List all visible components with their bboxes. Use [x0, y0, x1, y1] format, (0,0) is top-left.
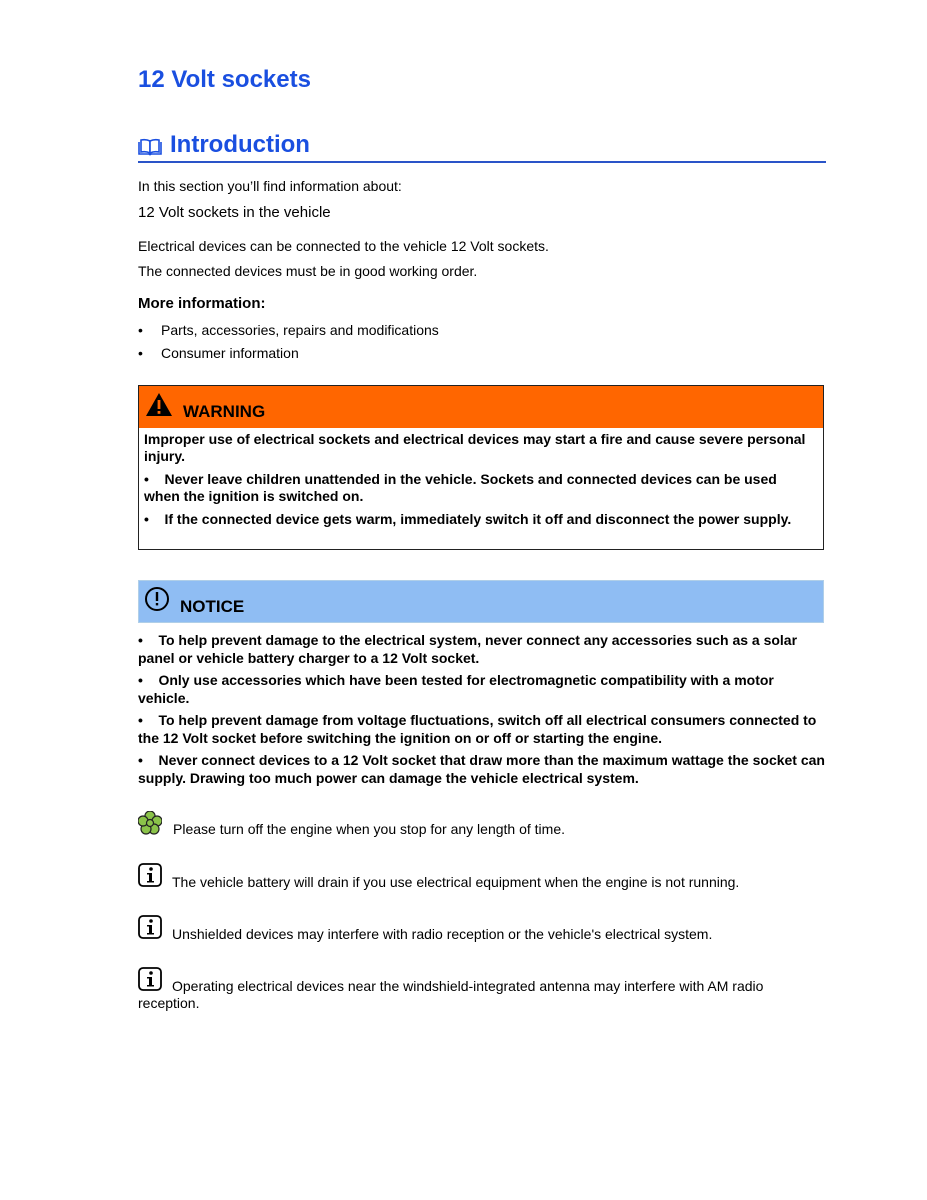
notice-item-3: • To help prevent damage from voltage fluctuations, switch off all electrical consumers connected to the 12 Volt socket before switching the ignition on or off or starting the engine. — [138, 712, 817, 746]
notice-item-2: • Only use accessories which have been tested for electromagnetic compatibility with a motor vehicle. — [138, 672, 774, 706]
info-note-3-text: Operating electrical devices near the windshield-integrated antenna may interfere with AM radio — [172, 978, 764, 994]
warning-triangle-icon — [144, 391, 174, 419]
info-icon — [138, 967, 162, 991]
intro-topic: 12 Volt sockets in the vehicle — [138, 204, 331, 221]
notice-label: NOTICE — [180, 597, 245, 616]
intro-lead: In this section you’ll find information about: — [138, 178, 402, 194]
section-heading: Introduction — [170, 131, 310, 158]
warning-label: WARNING — [183, 402, 266, 421]
info-icon — [138, 915, 162, 939]
warning-item-1: • Never leave children unattended in the vehicle. Sockets and connected devices can be used when the ignition is switched on. — [144, 471, 777, 504]
more-info-link-2[interactable]: Consumer information — [161, 345, 299, 361]
warning-header — [139, 386, 823, 428]
intro-paragraph-1: Electrical devices can be connected to the vehicle 12 Volt sockets. — [138, 238, 549, 254]
info-note-3-text-cont: reception. — [138, 995, 200, 1011]
page-title: 12 Volt sockets — [138, 66, 311, 93]
notice-item-4: • Never connect devices to a 12 Volt socket that draw more than the maximum wattage the socket can supply. Drawing too much power can damage the vehicle electrical system. — [138, 752, 825, 786]
info-note-2-text: Unshielded devices may interfere with radio reception or the vehicle's electrical system. — [172, 926, 713, 942]
intro-paragraph-2: The connected devices must be in good working order. — [138, 263, 478, 279]
exclamation-circle-icon — [144, 586, 170, 612]
more-info-link-1[interactable]: Parts, accessories, repairs and modifications — [161, 322, 439, 338]
more-info-heading: More information: — [138, 295, 266, 312]
warning-lead: Improper use of electrical sockets and electrical devices may start a fire and cause severe personal injury. — [144, 431, 806, 464]
notice-header — [138, 580, 824, 623]
warning-item-2: • If the connected device gets warm, immediately switch it off and disconnect the power supply. — [144, 511, 792, 527]
flower-icon — [138, 811, 162, 835]
eco-note-text: Please turn off the engine when you stop for any length of time. — [173, 821, 565, 837]
section-header — [138, 130, 826, 163]
warning-box — [138, 385, 824, 550]
book-icon — [138, 138, 162, 156]
notice-item-1: • To help prevent damage to the electrical system, never connect any accessories such as a solar panel or vehicle battery charger to a 12 Volt socket. — [138, 632, 798, 666]
info-icon — [138, 863, 162, 887]
info-note-1-text: The vehicle battery will drain if you use electrical equipment when the engine is not running. — [172, 874, 740, 890]
